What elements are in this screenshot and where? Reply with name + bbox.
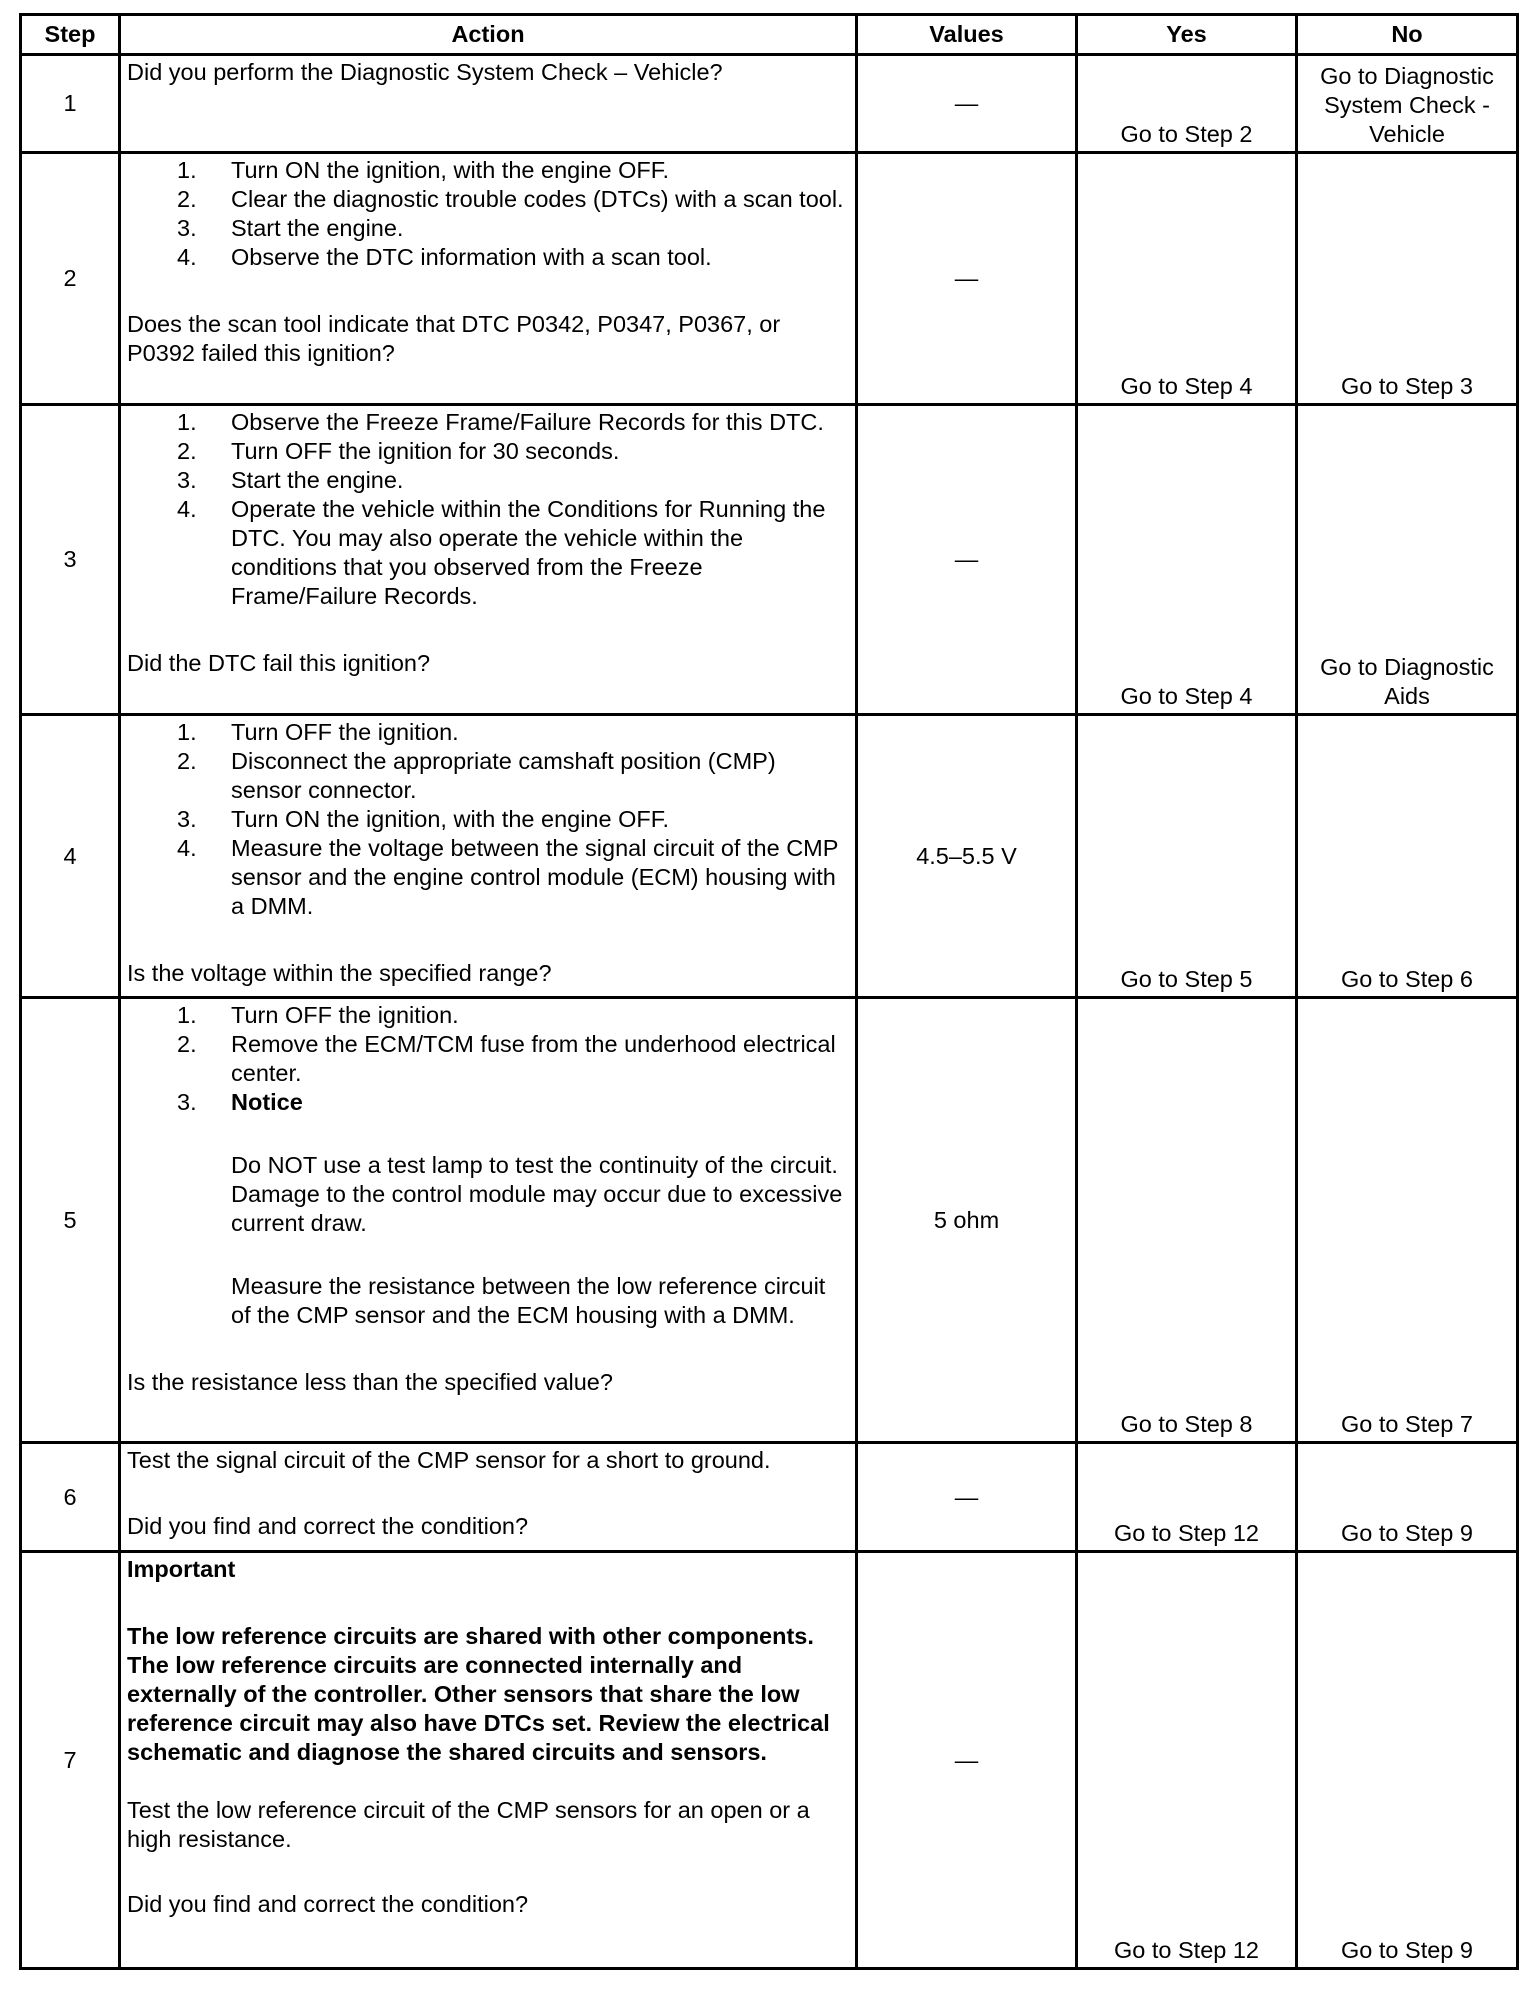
header-values: Values bbox=[857, 15, 1077, 55]
list-item: Turn OFF the ignition. bbox=[231, 1002, 459, 1028]
table-row bbox=[21, 153, 1518, 405]
values-cell: 5 ohm bbox=[857, 998, 1077, 1443]
list-item: Measure the voltage between the signal circuit of the CMP sensor and the engine control module (ECM) housing with a DMM. bbox=[231, 835, 838, 919]
question-text: Does the scan tool indicate that DTC P0342, P0347, P0367, or P0392 failed this ignition? bbox=[127, 311, 781, 366]
list-item: Start the engine. bbox=[231, 215, 404, 241]
table-row bbox=[21, 998, 1518, 1443]
table-row bbox=[21, 405, 1518, 715]
values-cell: — bbox=[857, 1552, 1077, 1969]
no-link[interactable]: Go to Step 7 bbox=[1297, 998, 1518, 1443]
yes-link[interactable]: Go to Step 12 bbox=[1077, 1443, 1297, 1552]
action-cell bbox=[120, 998, 857, 1443]
no-link[interactable]: Go to Step 9 bbox=[1297, 1443, 1518, 1552]
notice-title: Notice bbox=[231, 1089, 303, 1115]
question-text: Did you find and correct the condition? bbox=[127, 1891, 529, 1917]
list-item: Operate the vehicle within the Conditions for Running the DTC. You may also operate the vehicle within the conditions that you observed from the Freeze Frame/Failure Records. bbox=[231, 496, 826, 609]
values-cell: — bbox=[857, 1443, 1077, 1552]
diagnostic-table bbox=[19, 13, 1519, 1970]
question-text: Is the resistance less than the specified value? bbox=[127, 1369, 613, 1395]
step-number: 1 bbox=[21, 55, 120, 153]
yes-link[interactable]: Go to Step 4 bbox=[1077, 405, 1297, 715]
step-number: 5 bbox=[21, 998, 120, 1443]
question-text: Is the voltage within the specified range? bbox=[127, 960, 552, 986]
header-row bbox=[21, 15, 1518, 55]
step-number: 4 bbox=[21, 715, 120, 998]
list-item: Clear the diagnostic trouble codes (DTCs) with a scan tool. bbox=[231, 186, 844, 212]
no-link[interactable]: Go to Step 3 bbox=[1297, 153, 1518, 405]
important-text: The low reference circuits are shared with other components. The low reference circuits are connected internally and externally of the controller. Other sensors that share the low reference circuit may also have DTCs set. Review the electrical schematic and diagnose the shared circuits and sensors. bbox=[127, 1623, 830, 1765]
list-item: Remove the ECM/TCM fuse from the underhood electrical center. bbox=[231, 1031, 836, 1086]
test-text: Test the low reference circuit of the CMP sensors for an open or a high resistance. bbox=[127, 1797, 810, 1852]
values-cell: — bbox=[857, 55, 1077, 153]
action-cell bbox=[120, 153, 857, 405]
list-item: Turn OFF the ignition. bbox=[231, 719, 459, 745]
header-step: Step bbox=[21, 15, 120, 55]
procedure-list bbox=[127, 408, 847, 611]
header-action: Action bbox=[120, 15, 857, 55]
step-number: 7 bbox=[21, 1552, 120, 1969]
list-item: Turn ON the ignition, with the engine OFF. bbox=[231, 806, 670, 832]
list-item: Observe the DTC information with a scan tool. bbox=[231, 244, 712, 270]
measure-text: Measure the resistance between the low reference circuit of the CMP sensor and the ECM housing with a DMM. bbox=[231, 1273, 826, 1328]
question-text: Did the DTC fail this ignition? bbox=[127, 650, 431, 676]
values-cell: — bbox=[857, 153, 1077, 405]
procedure-list bbox=[127, 1001, 847, 1330]
header-yes: Yes bbox=[1077, 15, 1297, 55]
table-row bbox=[21, 1552, 1518, 1969]
list-item: Start the engine. bbox=[231, 467, 404, 493]
table-row bbox=[21, 55, 1518, 153]
list-item: Turn ON the ignition, with the engine OFF. bbox=[231, 157, 670, 183]
action-cell bbox=[120, 405, 857, 715]
procedure-list bbox=[127, 156, 847, 272]
values-cell: — bbox=[857, 405, 1077, 715]
no-link[interactable]: Go to Step 6 bbox=[1297, 715, 1518, 998]
action-cell bbox=[120, 715, 857, 998]
list-item bbox=[231, 1088, 847, 1330]
header-no: No bbox=[1297, 15, 1518, 55]
list-item: Observe the Freeze Frame/Failure Records for this DTC. bbox=[231, 409, 824, 435]
notice-text: Do NOT use a test lamp to test the continuity of the circuit. Damage to the control module may occur due to excessive current draw. bbox=[231, 1152, 843, 1236]
yes-link[interactable]: Go to Step 4 bbox=[1077, 153, 1297, 405]
procedure-list bbox=[127, 718, 847, 921]
yes-link[interactable]: Go to Step 2 bbox=[1077, 55, 1297, 153]
action-cell bbox=[120, 55, 857, 153]
no-link[interactable]: Go to Step 9 bbox=[1297, 1552, 1518, 1969]
list-item: Disconnect the appropriate camshaft position (CMP) sensor connector. bbox=[231, 748, 776, 803]
table-row bbox=[21, 715, 1518, 998]
no-link[interactable]: Go to Diagnostic Aids bbox=[1297, 405, 1518, 715]
action-cell bbox=[120, 1552, 857, 1969]
table-row bbox=[21, 1443, 1518, 1552]
yes-link[interactable]: Go to Step 5 bbox=[1077, 715, 1297, 998]
question-text: Did you perform the Diagnostic System Check – Vehicle? bbox=[127, 59, 723, 85]
yes-link[interactable]: Go to Step 12 bbox=[1077, 1552, 1297, 1969]
action-cell bbox=[120, 1443, 857, 1552]
step-number: 2 bbox=[21, 153, 120, 405]
yes-link[interactable]: Go to Step 8 bbox=[1077, 998, 1297, 1443]
step-number: 3 bbox=[21, 405, 120, 715]
question-text: Did you find and correct the condition? bbox=[127, 1513, 529, 1539]
step-number: 6 bbox=[21, 1443, 120, 1552]
important-title: Important bbox=[127, 1556, 236, 1582]
test-text: Test the signal circuit of the CMP sensor for a short to ground. bbox=[127, 1447, 771, 1473]
values-cell: 4.5–5.5 V bbox=[857, 715, 1077, 998]
list-item: Turn OFF the ignition for 30 seconds. bbox=[231, 438, 620, 464]
no-link[interactable]: Go to Diagnostic System Check - Vehicle bbox=[1297, 55, 1518, 153]
